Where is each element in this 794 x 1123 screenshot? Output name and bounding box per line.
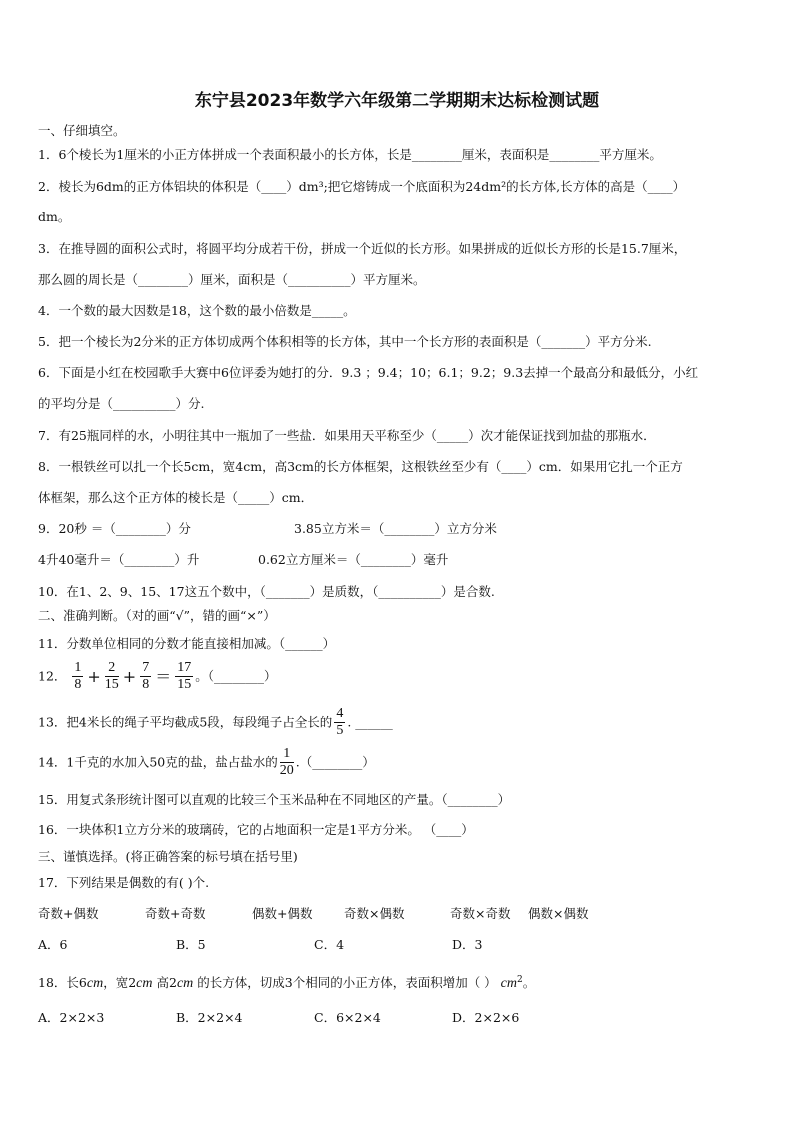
section-heading-2: 二、准确判断。（对的画“√”，错的画“×”） — [38, 608, 276, 623]
question-13-text: 13．把4米长的绳子平均截成5段，每段绳子占全长的 — [38, 714, 333, 730]
question-9-a: 9．20秒 ＝（________）分 — [38, 521, 191, 536]
question-16: 16．一块体积1立方分米的玻璃砖，它的占地面积一定是1平方分米。 （____） — [38, 822, 474, 837]
question-4: 4．一个数的最大因数是18，这个数的最小倍数是_____。 — [38, 303, 356, 318]
question-8-line-1: 8．一根铁丝可以扎一个长5cm，宽4cm，高3cm的长方体框架，这根铁丝至少有（____）cm．如果用它扎一个正方 — [38, 459, 683, 474]
q17-item-3: 偶数+偶数 — [252, 906, 313, 921]
question-17: 17．下列结果是偶数的有( )个. — [38, 875, 210, 890]
question-7: 7．有25瓶同样的水，小明往其中一瓶加了一些盐．如果用天平称至少（_____）次才能保证找到加盐的那瓶水． — [38, 428, 656, 443]
question-1: 1．6个棱长为1厘米的小正方体拼成一个表面积最小的长方体，长是________厘米，表面积是________平方厘米。 — [38, 147, 662, 162]
question-3-line-1: 3．在推导圆的面积公式时，将圆平均分成若干份，拼成一个近似的长方形。如果拼成的近似长方形的长是15.7厘米， — [38, 241, 687, 256]
question-8-line-2: 体框架，那么这个正方体的棱长是（_____）cm． — [38, 490, 314, 505]
q17-option-d: D．3 — [452, 937, 483, 952]
q17-option-a: A．6 — [38, 937, 68, 952]
question-13 — [38, 706, 393, 739]
page-title: 东宁县2023年数学六年级第二学期期末达标检测试题 — [194, 91, 600, 111]
question-15: 15．用复式条形统计图可以直观的比较三个玉米品种在不同地区的产量。（________） — [38, 792, 511, 807]
q18-option-b: B．2×2×4 — [176, 1010, 243, 1025]
question-18: 18．长6cm，宽2cm 高2cm 的长方体，切成3个相同的小正方体，表面积增加（ ） $cm^2$。 — [38, 975, 536, 992]
q17-item-5: 奇数×奇数 — [450, 906, 511, 921]
fraction-1-8: $\frac{1}{8}$ — [74, 660, 82, 692]
question-14-text: 14．1千克的水加入50克的盐，盐占盐水的 — [38, 754, 278, 770]
question-6-line-1: 6．下面是小红在校园歌手大赛中6位评委为她打的分．9.3 ；9.4；10；6.1；9.2；9.3去掉一个最高分和最低分，小红 — [38, 365, 699, 380]
question-10: 10．在1、2、9、15、17这五个数中，（_______）是质数，（__________）是合数. — [38, 584, 495, 599]
question-12-label: 12． — [38, 668, 67, 684]
plus-sign: + — [87, 666, 101, 686]
question-14 — [38, 746, 375, 779]
q17-item-1: 奇数+偶数 — [38, 906, 99, 921]
fraction-4-5: $\frac{4}{5}$ — [336, 706, 344, 738]
question-2-line-1: 2．棱长为6dm的正方体铝块的体积是（____）dm³;把它熔铸成一个底面积为24dm²的长方体,长方体的高是（____） — [38, 179, 686, 194]
question-9-d: 0.62立方厘米＝（________）毫升 — [258, 552, 449, 567]
fraction-1-20: $\frac{1}{20}$ — [279, 746, 294, 778]
section-heading-1: 一、仔细填空。 — [38, 123, 126, 138]
question-6-line-2: 的平均分是（__________）分. — [38, 396, 205, 411]
fraction-7-8: $\frac{7}{8}$ — [142, 660, 150, 692]
q17-option-c: C．4 — [314, 937, 345, 952]
question-9-b: 3.85立方米＝（________）立方分米 — [294, 521, 497, 536]
q17-item-6: 偶数×偶数 — [528, 906, 589, 921]
q18-option-a: A．2×2×3 — [38, 1010, 105, 1025]
q17-item-2: 奇数+奇数 — [145, 906, 206, 921]
fraction-17-15: $\frac{17}{15}$ — [177, 660, 192, 692]
question-3-line-2: 那么圆的周长是（________）厘米，面积是（__________）平方厘米。 — [38, 272, 426, 287]
fraction-2-15: $\frac{2}{15}$ — [104, 660, 119, 692]
question-12-tail: 。（________） — [195, 668, 277, 684]
q17-item-4: 奇数×偶数 — [344, 906, 405, 921]
question-13-tail: . ______ — [347, 714, 393, 730]
question-9-c: 4升40毫升＝（________）升 — [38, 552, 200, 567]
q18-option-d: D．2×2×6 — [452, 1010, 520, 1025]
q18-option-c: C．6×2×4 — [314, 1010, 381, 1025]
question-5: 5．把一个棱长为2分米的正方体切成两个体积相等的长方体，其中一个长方形的表面积是（_______）平方分米. — [38, 334, 652, 349]
plus-sign: + — [122, 666, 137, 686]
question-12 — [38, 660, 276, 693]
section-heading-3: 三、谨慎选择。(将正确答案的标号填在括号里) — [38, 849, 298, 864]
question-14-tail: .（________） — [295, 754, 375, 770]
equals-sign: ＝ — [155, 666, 172, 686]
question-11: 11．分数单位相同的分数才能直接相加减。（______） — [38, 636, 336, 651]
q17-option-b: B．5 — [176, 937, 206, 952]
question-2-line-2: dm。 — [38, 209, 71, 224]
